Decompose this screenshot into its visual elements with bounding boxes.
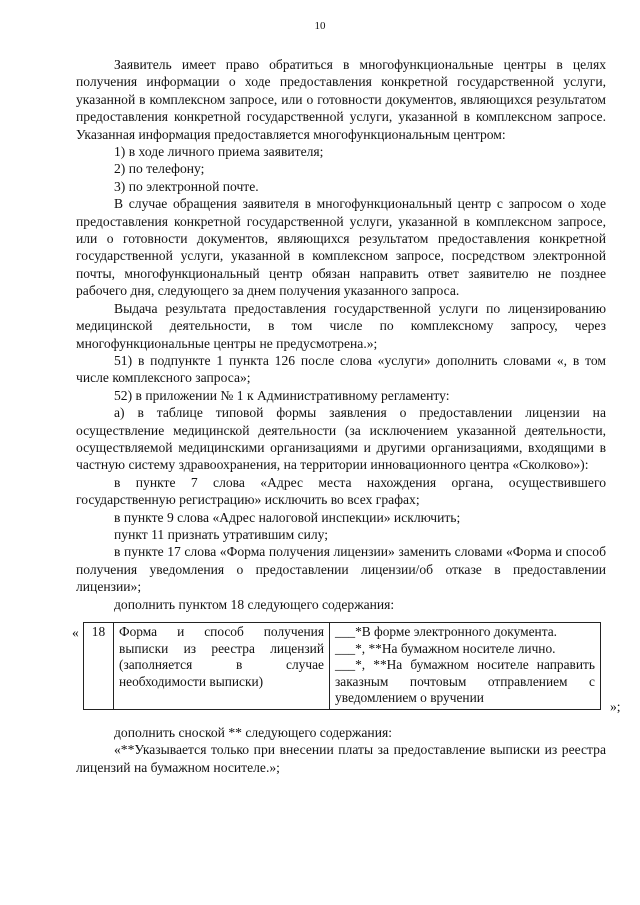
paragraph: в пункте 17 слова «Форма получения лицензии» заменить словами «Форма и способ получения уведомления о предоставлении лицензии/об отказе в предоставлении лицензии»; <box>76 544 606 595</box>
paragraph: дополнить сноской ** следующего содержания: <box>114 725 392 740</box>
field-name-cell <box>114 623 330 710</box>
paragraph: дополнить пунктом 18 следующего содержания: <box>114 596 395 612</box>
cell-line: Форма и способ получения <box>119 624 324 639</box>
paragraph: «**Указывается только при внесении платы за предоставление выписки из реестра лицензий на бумажном носителе.»; <box>76 742 606 775</box>
field-value-cell <box>330 623 601 710</box>
document-body <box>72 56 621 776</box>
paragraph: 52) в приложении № 1 к Административному регламенту: <box>114 387 450 403</box>
paragraph: в пункте 7 слова «Адрес места нахождения органа, осуществившего государственную регистрацию» исключить во всех графах; <box>76 474 606 508</box>
open-quote: « <box>72 625 79 640</box>
list-item: 1) в ходе личного приема заявителя; <box>114 144 324 160</box>
table-row <box>84 623 601 710</box>
paragraph: пункт 11 признать утратившим силу; <box>114 526 329 542</box>
list-item: 2) по телефону; <box>114 161 205 177</box>
paragraph: Заявитель имеет право обратиться в многофункциональные центры в целях получения информации о ходе предоставления конкретной государственной услуги, указанной в комплексном запросе, или о готовности документов, являющихся результатом предоставления конкретной государственной услуги, указанной в комплексном запросе. Указанная информация предоставляется многофункциональным центром: <box>76 57 606 142</box>
row-number-cell: 18 <box>84 623 114 710</box>
list-item: 3) по электронной почте. <box>114 178 259 194</box>
insert-table <box>83 622 601 710</box>
paragraph: 51) в подпункте 1 пункта 126 после слова «услуги» дополнить словами «, в том числе комплексного запроса»; <box>76 352 606 386</box>
cell-line: (заполняется в случае <box>119 657 324 673</box>
cell-line: необходимости выписки) <box>119 673 264 689</box>
option-line: ___*В форме электронного документа. <box>335 624 558 639</box>
option-line: ___*, **На бумажном носителе направить заказным почтовым отправлением с уведомлением о вручении <box>335 657 595 706</box>
paragraph: а) в таблице типовой формы заявления о предоставлении лицензии на осуществление медицинской деятельности (за исключением указанной деятельности, осуществляемой медицинскими организациями и другими организациями, входящими в частную систему здравоохранения, на территории инновационного центра «Сколково»): <box>76 405 606 473</box>
close-quote: »; <box>610 699 621 714</box>
option-line: ___*, **На бумажном носителе лично. <box>335 640 556 656</box>
paragraph: В случае обращения заявителя в многофункциональный центр с запросом о ходе предоставления конкретной государственной услуги, указанной в комплексном запросе, или о готовности документов, являющихся результатом предоставления конкретной государственной услуги, указанной в комплексном запросе, посредством электронной почты, многофункциональный центр обязан направить ответ заявителю не позднее рабочего дня, следующего за днем получения указанного запроса. <box>76 196 606 299</box>
cell-line: выписки из реестра лицензий <box>119 640 324 656</box>
paragraph: в пункте 9 слова «Адрес налоговой инспекции» исключить; <box>114 509 461 525</box>
page-number: 10 <box>314 20 326 32</box>
insert-table-block <box>72 622 621 724</box>
paragraph: Выдача результата предоставления государственной услуги по лицензированию медицинской деятельности, в том числе по комплексному запросу, через многофункциональные центры не предусмотрена.»; <box>76 300 606 351</box>
